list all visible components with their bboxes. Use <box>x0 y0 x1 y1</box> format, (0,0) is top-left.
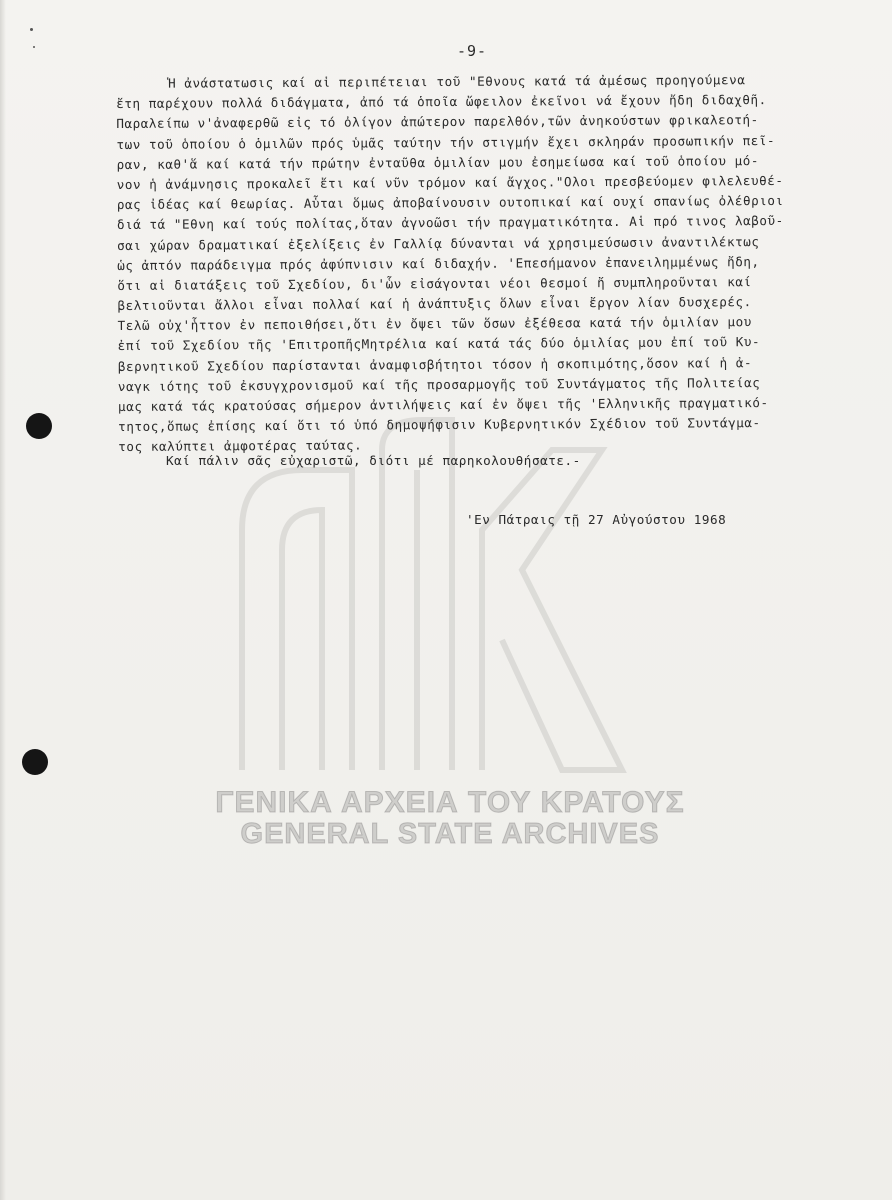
watermark-greek: ΓΕΝΙΚΑ ΑΡΧΕΙΑ ΤΟΥ ΚΡΑΤΟΥΣ <box>215 786 685 819</box>
text-line: Τελῶ οὐχ'ἧττον ἐν πεποιθήσει,ὅτι ἐν ὄψει τῶν ὅσων ἐξέθεσα κατά τήν ὁμιλίαν μου <box>117 314 752 334</box>
body-paragraph <box>116 70 826 458</box>
punch-hole-top <box>26 413 52 439</box>
text-line: βελτιοῦνται ἄλλοι εἶναι πολλαί καί ἡ ἀνάπτυξις ὅλων εἶναι ἔργον λίαν δυσχερές. <box>117 294 752 314</box>
text-line: ὡς ἀπτόν παράδειγμα πρός ἀφύπνισιν καί διδαχήν. 'Επεσήμανον ἐπανειλημμένως ἤδη, <box>117 253 760 273</box>
punch-hole-bottom <box>22 749 48 775</box>
text-line: Ἡ ἀνάστατωσις καί αἱ περιπέτειαι τοῦ "Εθνους κατά τά ἀμέσως προηγούμενα <box>168 72 746 91</box>
text-line: βερνητικοῦ Σχεδίου παρίστανται ἀναμφισβήτητοι τόσον ἡ σκοπιμότης,ὅσον καί ἡ ἀ- <box>117 354 753 374</box>
text-line: των τοῦ ὁποίου ὁ ὁμιλῶν πρός ὑμᾶς ταύτην τήν στιγμήν ἔχει σκληράν προσωπικήν πεῖ- <box>116 132 776 152</box>
text-line: ραν, καθ'ἅ καί κατά τήν πρώτην ἐνταῦθα ὁμιλίαν μου ἐσημείωσα καί τοῦ ὁποίου μό- <box>116 152 760 172</box>
text-line: ρας ἰδέας καί θεωρίας. Αὗται ὅμως ἀποβαίνουσιν ουτοπικαί καί ουχί σπανίως ὀλέθριοι <box>116 193 784 213</box>
scan-speck <box>33 46 35 48</box>
text-line: νον ἡ ἀνάμνησις προκαλεῖ ἔτι καί νῦν τρόμον καί ἄγχος."Ολοι πρεσβεύομεν φιλελευθέ- <box>116 172 784 192</box>
text-line: μας κατά τάς κρατούσας σήμερον ἀντιλήψεις καί ἐν ὄψει τῆς 'Ελληνικῆς πραγματικό- <box>117 395 769 414</box>
text-line: ναγκ ιότης τοῦ ἐκσυγχρονισμοῦ καί τῆς προσαρμογῆς τοῦ Συντάγματος τῆς Πολιτείας <box>117 374 761 394</box>
scan-speck <box>30 28 33 31</box>
closing-line: Καί πάλιν σᾶς εὐχαριστῶ, διότι μέ παρηκολουθήσατε.- <box>166 453 581 468</box>
text-line: Παραλείπω ν'ἀναφερθῶ εἰς τό ὀλίγον ἀπώτερον παρελθόν,τῶν ἀνηκούστων φρικαλεοτή- <box>116 112 759 132</box>
text-line: ὅτι αἱ διατάξεις τοῦ Σχεδίου, δι'ὧν εἰσάγονται νέοι θεσμοί ἤ συμπληροῦνται καί <box>117 273 752 293</box>
page-number: -9- <box>456 42 488 60</box>
place-date-line: 'Εν Πάτραις τῇ 27 Αὐγούστου 1968 <box>466 512 727 527</box>
text-line: ἐπί τοῦ Σχεδίου τῆς 'ΕπιτροπῆςΜητρέλια καί κατά τάς δύο ὁμιλίας μου ἐπί τοῦ Κυ- <box>117 334 761 354</box>
scan-edge-shadow <box>0 0 6 1200</box>
text-line: σαι χώραν δραματικαί ἐξελίξεις ἐν Γαλλίᾳ δύνανται νά χρησιμεύσωσιν ἀναντιλέκτως <box>116 233 760 253</box>
watermark-english: GENERAL STATE ARCHIVES <box>240 818 660 850</box>
text-line: ἔτη παρέχουν πολλά διδάγματα, ἀπό τά ὁποῖα ὤφειλον ἐκεῖνοι νά ἔχουν ἤδη διδαχθῆ. <box>116 92 767 112</box>
text-line: τητος,ὅπως ἐπίσης καί ὅτι τό ὑπό δημοψήφισιν Κυβερνητικόν Σχέδιον τοῦ Συντάγμα- <box>118 415 761 435</box>
text-line: τος καλύπτει ἀμφοτέρας ταύτας. <box>118 437 363 455</box>
text-line: διά τά "Εθνη καί τούς πολίτας,ὅταν ἀγνοῶσι τήν πραγματικότητα. Αἱ πρό τινος λαβοῦ- <box>116 213 784 233</box>
